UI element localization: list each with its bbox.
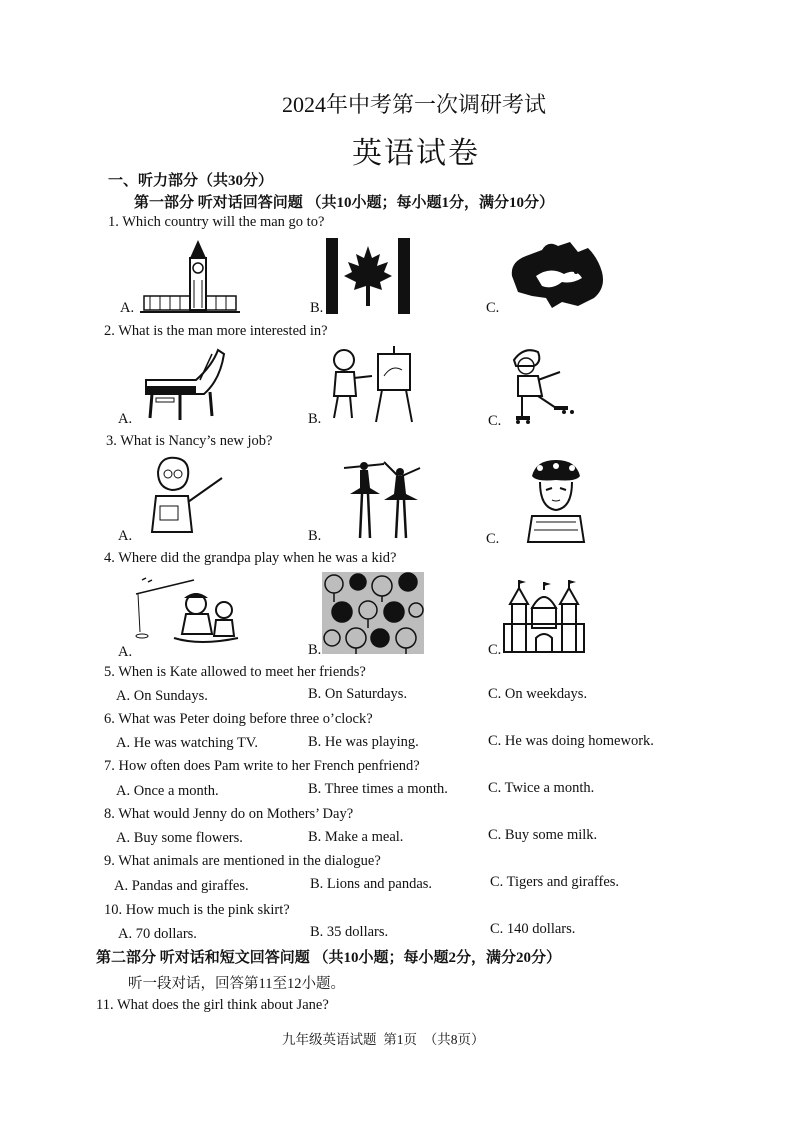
- q5-option-b: B. On Saturdays.: [308, 686, 408, 702]
- painting-boy-icon: [326, 346, 418, 426]
- big-ben-icon: [140, 240, 240, 316]
- q8-option-b: B. Make a meal.: [308, 829, 404, 845]
- q3-label-a: A.: [118, 528, 133, 544]
- q7-option-c: C. Twice a month.: [488, 780, 595, 796]
- question-8: 8. What would Jenny do on Mothers’ Day?: [104, 806, 354, 822]
- q8-option-a: A. Buy some flowers.: [116, 830, 243, 846]
- q10-option-c: C. 140 dollars.: [490, 921, 576, 937]
- question-4: 4. Where did the grandpa play when he was a kid?: [104, 550, 397, 566]
- question-6: 6. What was Peter doing before three o’clock?: [104, 711, 373, 727]
- section-heading: 一、听力部分（共30分）: [108, 173, 274, 189]
- question-10: 10. How much is the pink skirt?: [104, 902, 290, 918]
- q8-option-c: C. Buy some milk.: [488, 827, 598, 843]
- q6-option-c: C. He was doing homework.: [488, 733, 654, 749]
- question-7: 7. How often does Pam write to her French penfriend?: [104, 758, 420, 774]
- q2-label-b: B.: [308, 411, 322, 427]
- q10-option-b: B. 35 dollars.: [310, 924, 389, 940]
- q7-option-b: B. Three times a month.: [308, 781, 448, 797]
- conductor-icon: [146, 456, 226, 536]
- q7-option-a: A. Once a month.: [116, 783, 219, 799]
- piano-icon: [140, 346, 226, 424]
- part2-heading: 第二部分 听对话和短文回答问题 （共10小题；每小题2分，满分20分）: [96, 950, 562, 966]
- australia-map-icon: [506, 236, 610, 312]
- question-11: 11. What does the girl think about Jane?: [96, 997, 329, 1013]
- q9-option-a: A. Pandas and giraffes.: [114, 878, 249, 894]
- ballet-dancers-icon: [340, 458, 424, 540]
- question-5: 5. When is Kate allowed to meet her friends?: [104, 664, 366, 680]
- fishing-kids-icon: [134, 574, 244, 648]
- roller-skater-icon: [508, 344, 584, 426]
- question-9: 9. What animals are mentioned in the dialogue?: [104, 853, 381, 869]
- q6-option-b: B. He was playing.: [308, 734, 419, 750]
- question-2: 2. What is the man more interested in?: [104, 323, 328, 339]
- q3-label-c: C.: [486, 531, 500, 547]
- q4-label-b: B.: [308, 642, 322, 658]
- q9-option-b: B. Lions and pandas.: [310, 876, 433, 892]
- castle-icon: [498, 578, 590, 654]
- question-3: 3. What is Nancy’s new job?: [106, 433, 273, 449]
- maple-leaf-flag-icon: [326, 238, 410, 314]
- q1-label-c: C.: [486, 300, 500, 316]
- part2-instruction: 听一段对话，回答第11至12小题。: [128, 976, 345, 992]
- part1-heading: 第一部分 听对话回答问题 （共10小题；每小题1分，满分10分）: [134, 195, 555, 211]
- q4-label-a: A.: [118, 644, 133, 660]
- forest-icon: [322, 572, 424, 654]
- question-1: 1. Which country will the man go to?: [108, 214, 325, 230]
- q6-option-a: A. He was watching TV.: [116, 735, 259, 751]
- page-footer: 九年级英语试题 第1页 （共8页）: [282, 1032, 485, 1047]
- q1-label-a: A.: [120, 300, 135, 316]
- q5-option-c: C. On weekdays.: [488, 686, 588, 702]
- q2-label-a: A.: [118, 411, 133, 427]
- q9-option-c: C. Tigers and giraffes.: [490, 874, 620, 890]
- q3-label-b: B.: [308, 528, 322, 544]
- q10-option-a: A. 70 dollars.: [118, 926, 197, 942]
- exam-title: 2024年中考第一次调研考试: [282, 92, 547, 117]
- opera-singer-icon: [526, 458, 586, 544]
- q2-label-c: C.: [488, 413, 502, 429]
- q5-option-a: A. On Sundays.: [116, 688, 208, 704]
- exam-subtitle: 英语试卷: [352, 137, 480, 170]
- q4-label-c: C.: [488, 642, 502, 658]
- q1-label-b: B.: [310, 300, 324, 316]
